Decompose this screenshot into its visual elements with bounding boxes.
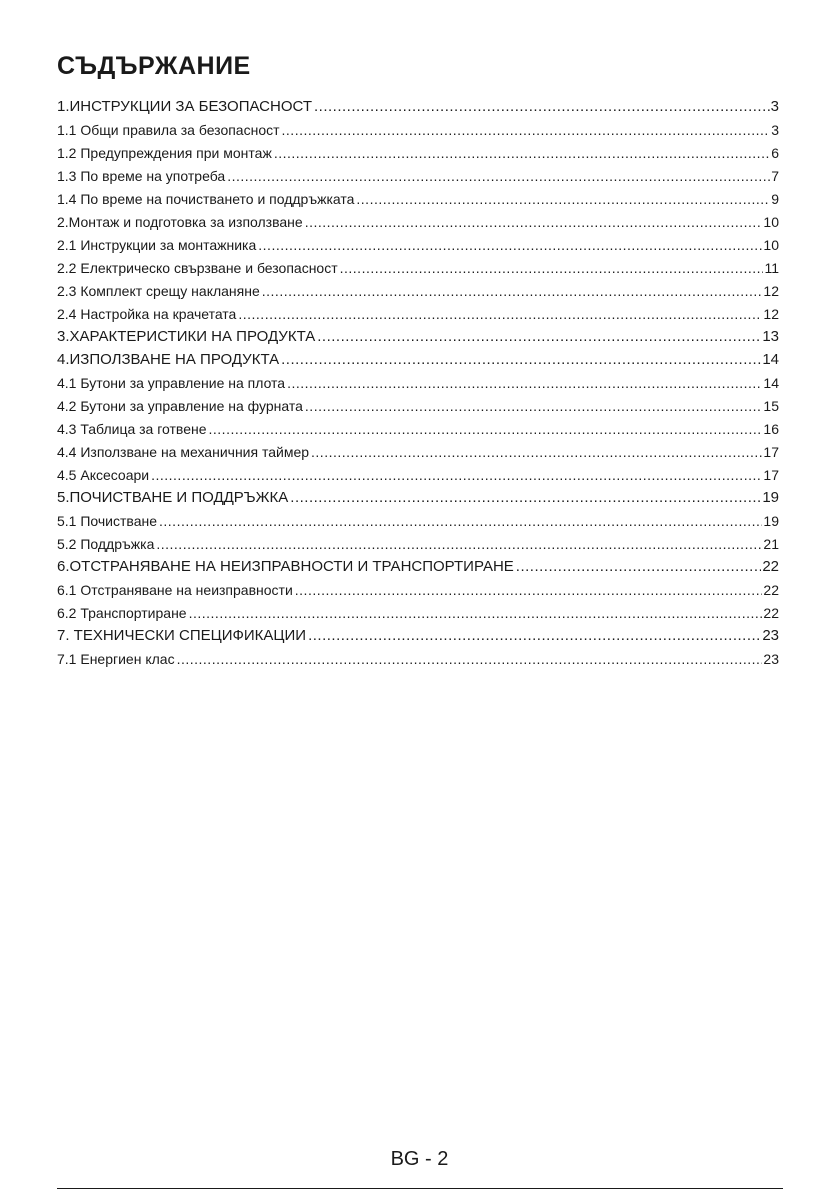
toc-entry-page: 9 bbox=[771, 191, 779, 207]
footer-divider bbox=[57, 1188, 783, 1189]
toc-dot-leader bbox=[287, 373, 762, 393]
toc-entry bbox=[57, 603, 779, 626]
page-title: СЪДЪРЖАНИЕ bbox=[57, 52, 251, 80]
toc-entry bbox=[57, 626, 779, 649]
toc-entry-page: 14 bbox=[763, 375, 779, 391]
toc-entry-page: 3 bbox=[770, 98, 779, 115]
toc-entry bbox=[57, 649, 779, 672]
toc-entry-title: 1.4 По време на почистването и поддръжката bbox=[57, 191, 355, 207]
toc-entry-page: 23 bbox=[762, 627, 779, 644]
toc-dot-leader bbox=[516, 557, 762, 577]
toc-dot-leader bbox=[290, 488, 761, 508]
toc-entry bbox=[57, 465, 779, 488]
toc-entry-title: 2.2 Електрическо свързване и безопасност bbox=[57, 260, 338, 276]
toc-entry-title: 5.ПОЧИСТВАНЕ И ПОДДРЪЖКА bbox=[57, 489, 289, 506]
toc-dot-leader bbox=[262, 281, 763, 301]
toc-dot-leader bbox=[308, 626, 761, 646]
toc-entry-title: 1.ИНСТРУКЦИИ ЗА БЕЗОПАСНОСТ bbox=[57, 98, 312, 115]
toc-entry-page: 22 bbox=[763, 582, 779, 598]
toc-dot-leader bbox=[156, 534, 762, 554]
page-number: BG - 2 bbox=[390, 1148, 449, 1170]
toc-entry bbox=[57, 396, 779, 419]
toc-entry-page: 17 bbox=[763, 467, 779, 483]
toc-entry-title: 3.ХАРАКТЕРИСТИКИ НА ПРОДУКТА bbox=[57, 328, 316, 345]
toc-dot-leader bbox=[317, 327, 761, 347]
toc-entry-title: 7.1 Енергиен клас bbox=[57, 651, 175, 667]
toc-entry bbox=[57, 580, 779, 603]
toc-entry-title: 5.1 Почистване bbox=[57, 513, 158, 529]
toc-dot-leader bbox=[159, 511, 762, 531]
toc-entry bbox=[57, 442, 779, 465]
toc-entry bbox=[57, 166, 779, 189]
toc-entry-title: 1.1 Общи правила за безопасност bbox=[57, 122, 280, 138]
toc-entry-page: 21 bbox=[763, 536, 779, 552]
toc-entry-title: 1.3 По време на употреба bbox=[57, 168, 226, 184]
toc-dot-leader bbox=[177, 649, 763, 669]
toc-dot-leader bbox=[151, 465, 762, 485]
toc-entry-title: 2.1 Инструкции за монтажника bbox=[57, 237, 257, 253]
toc-dot-leader bbox=[189, 603, 763, 623]
toc-dot-leader bbox=[227, 166, 770, 186]
toc-entry-page: 13 bbox=[762, 328, 779, 345]
toc-dot-leader bbox=[340, 258, 764, 278]
toc-entry-title: 6.2 Транспортиране bbox=[57, 605, 187, 621]
toc-entry-title: 1.2 Предупреждения при монтаж bbox=[57, 145, 272, 161]
toc-entry-page: 10 bbox=[763, 237, 779, 253]
toc-entry bbox=[57, 373, 779, 396]
toc-dot-leader bbox=[281, 350, 761, 370]
toc-entry-title: 4.2 Бутони за управление на фурната bbox=[57, 398, 303, 414]
toc-entry bbox=[57, 511, 779, 534]
toc-entry-page: 3 bbox=[771, 122, 779, 138]
toc-dot-leader bbox=[305, 396, 763, 416]
toc-entry bbox=[57, 488, 779, 511]
toc-entry bbox=[57, 327, 779, 350]
toc-dot-leader bbox=[258, 235, 762, 255]
toc-entry bbox=[57, 350, 779, 373]
toc-entry-page: 12 bbox=[763, 306, 779, 322]
toc-entry bbox=[57, 235, 779, 258]
toc-entry-page: 19 bbox=[762, 489, 779, 506]
toc-entry bbox=[57, 304, 779, 327]
toc-dot-leader bbox=[305, 212, 763, 232]
toc-entry bbox=[57, 557, 779, 580]
toc-dot-leader bbox=[314, 97, 770, 117]
toc-entry-page: 17 bbox=[763, 444, 779, 460]
toc-entry-page: 15 bbox=[763, 398, 779, 414]
toc-dot-leader bbox=[282, 120, 771, 140]
toc-entry-title: 4.5 Аксесоари bbox=[57, 467, 150, 483]
toc-entry-title: 4.3 Таблица за готвене bbox=[57, 421, 207, 437]
toc-entry bbox=[57, 419, 779, 442]
toc-dot-leader bbox=[311, 442, 762, 462]
toc-entry bbox=[57, 143, 779, 166]
toc-entry-title: 4.1 Бутони за управление на плота bbox=[57, 375, 286, 391]
toc-entry-page: 14 bbox=[762, 351, 779, 368]
toc-entry-title: 2.Монтаж и подготовка за използване bbox=[57, 214, 303, 230]
toc-entry bbox=[57, 212, 779, 235]
toc-dot-leader bbox=[295, 580, 763, 600]
toc-entry-page: 16 bbox=[763, 421, 779, 437]
toc-dot-leader bbox=[356, 189, 770, 209]
toc-entry bbox=[57, 189, 779, 212]
toc-entry bbox=[57, 120, 779, 143]
toc-entry-title: 7. ТЕХНИЧЕСКИ СПЕЦИФИКАЦИИ bbox=[57, 627, 307, 644]
toc-entry-page: 7 bbox=[771, 168, 779, 184]
toc-dot-leader bbox=[209, 419, 763, 439]
toc-entry bbox=[57, 534, 779, 557]
toc-entry-page: 22 bbox=[762, 558, 779, 575]
toc-entry-page: 19 bbox=[763, 513, 779, 529]
toc-entry-page: 11 bbox=[764, 260, 779, 276]
toc-entry-title: 6.1 Отстраняване на неизправности bbox=[57, 582, 293, 598]
toc-entry-title: 6.ОТСТРАНЯВАНЕ НА НЕИЗПРАВНОСТИ И ТРАНСПОРТИРАНЕ bbox=[57, 558, 514, 575]
toc-entry bbox=[57, 258, 779, 281]
toc-entry-page: 22 bbox=[763, 605, 779, 621]
toc-entry bbox=[57, 97, 779, 120]
toc-entry-page: 23 bbox=[763, 651, 779, 667]
table-of-contents bbox=[57, 97, 779, 672]
toc-entry-title: 5.2 Поддръжка bbox=[57, 536, 155, 552]
toc-entry-page: 10 bbox=[763, 214, 779, 230]
toc-entry-title: 2.4 Настройка на крачетата bbox=[57, 306, 237, 322]
toc-dot-leader bbox=[274, 143, 770, 163]
toc-entry-title: 2.3 Комплект срещу накланяне bbox=[57, 283, 260, 299]
toc-dot-leader bbox=[238, 304, 762, 324]
toc-entry-title: 4.4 Използване на механичния таймер bbox=[57, 444, 310, 460]
toc-entry-page: 12 bbox=[763, 283, 779, 299]
toc-entry-title: 4.ИЗПОЛЗВАНЕ НА ПРОДУКТА bbox=[57, 351, 280, 368]
toc-entry bbox=[57, 281, 779, 304]
toc-entry-page: 6 bbox=[771, 145, 779, 161]
